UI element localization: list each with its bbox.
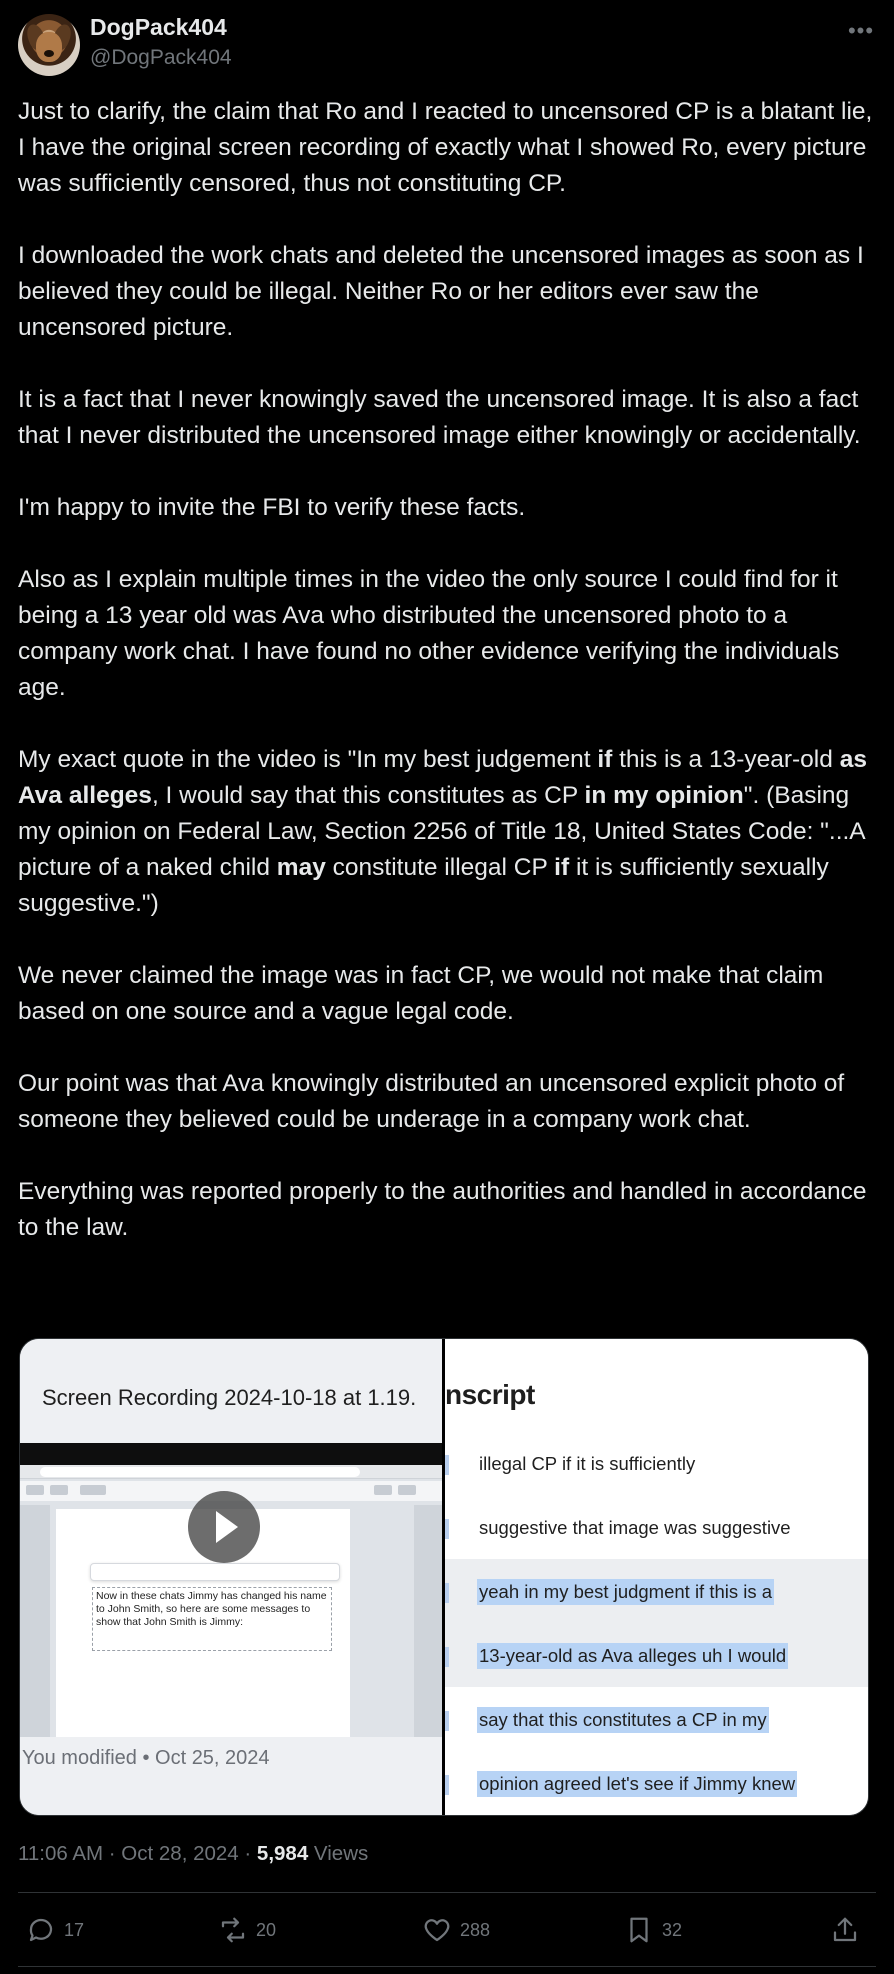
line-marker — [445, 1455, 449, 1475]
transcript-line-text: suggestive that image was suggestive — [479, 1517, 791, 1538]
text-segment: , I would say that this constitutes as CP — [151, 782, 585, 809]
reply-count: 17 — [64, 1919, 85, 1940]
reply-button[interactable] — [26, 1910, 84, 1950]
text-segment: Everything was reported properly to the authorities and handled in accordance to the law. — [18, 1178, 867, 1241]
repost-icon — [218, 1915, 248, 1945]
text-segment: ". (Basing my opinion on Federal Law, Section 2256 of Title 18, United States Code: "...A picture of a naked child — [18, 782, 865, 881]
tweet-meta — [18, 1842, 368, 1866]
transcript-line[interactable] — [445, 1495, 869, 1559]
avatar[interactable] — [18, 14, 80, 76]
tweet-media[interactable] — [19, 1338, 869, 1816]
share-icon — [830, 1915, 860, 1945]
author-handle[interactable]: @DogPack404 — [90, 46, 232, 69]
transcript-line-text: say that this constitutes a CP in my — [477, 1707, 769, 1733]
more-horizontal-icon[interactable]: ••• — [847, 18, 875, 43]
text-segment: I'm happy to invite the FBI to verify these facts. — [18, 494, 526, 521]
bold-text: in my opinion — [584, 782, 744, 809]
screen-recording-panel[interactable] — [20, 1339, 444, 1816]
line-marker — [445, 1647, 449, 1667]
tweet-header — [18, 12, 876, 76]
like-icon — [422, 1915, 452, 1945]
bold-text: may — [276, 854, 326, 881]
repost-count: 20 — [256, 1919, 277, 1940]
recording-title: Screen Recording 2024-10-18 at 1.19. — [42, 1385, 417, 1410]
tweet-paragraph — [18, 562, 876, 706]
bold-text: as Ava alleges — [18, 746, 867, 809]
transcript-line-text: illegal CP if it is sufficiently — [479, 1453, 696, 1474]
tweet-paragraph — [18, 382, 876, 454]
tweet-paragraph — [18, 958, 876, 1030]
screenshot-textbox: Now in these chats Jimmy has changed his name to John Smith, so here are some messages to show that John Smith is Jimmy: — [92, 1587, 332, 1651]
modified-date: You modified • Oct 25, 2024 — [22, 1747, 270, 1769]
line-marker — [445, 1519, 449, 1539]
views-label: Views — [308, 1842, 369, 1865]
text-segment: Also as I explain multiple times in the video the only source I could find for it being a 13 year old was Ava who distributed the uncensored photo to a company work chat. I have found no other evidence verifying the individuals age. — [18, 566, 840, 701]
repost-button[interactable] — [218, 1910, 276, 1950]
transcript-line[interactable] — [445, 1431, 869, 1495]
play-icon[interactable] — [188, 1491, 260, 1563]
transcript-line[interactable] — [445, 1623, 869, 1687]
tweet-paragraph — [18, 94, 876, 202]
bold-text: if — [554, 854, 570, 881]
text-segment: It is a fact that I never knowingly saved the uncensored image. It is also a fact that I never distributed the uncensored image either knowingly or accidentally. — [18, 386, 861, 449]
transcript-line-text: yeah in my best judgment if this is a — [477, 1579, 774, 1605]
reply-icon — [26, 1915, 56, 1945]
text-segment: My exact quote in the video is "In my best judgement — [18, 746, 598, 773]
bookmark-button[interactable] — [624, 1910, 682, 1950]
line-marker — [445, 1583, 449, 1603]
share-button[interactable] — [830, 1910, 860, 1950]
divider — [18, 1892, 876, 1893]
text-segment: constitute illegal CP — [325, 854, 555, 881]
author-display-name[interactable]: DogPack404 — [90, 14, 227, 40]
transcript-line-text: opinion agreed let's see if Jimmy knew — [477, 1771, 797, 1797]
tweet-timestamp[interactable]: 11:06 AM · Oct 28, 2024 · — [18, 1842, 257, 1865]
divider — [18, 1966, 876, 1967]
tweet-paragraph — [18, 1066, 876, 1138]
bold-text: if — [597, 746, 613, 773]
transcript-title: nscript — [445, 1379, 535, 1410]
tweet-paragraph — [18, 1174, 876, 1246]
text-segment: this is a 13-year-old — [612, 746, 840, 773]
transcript-line[interactable] — [445, 1559, 869, 1623]
bookmark-icon — [624, 1915, 654, 1945]
tweet-paragraph — [18, 490, 876, 526]
tweet-paragraph — [18, 238, 876, 346]
like-count: 288 — [460, 1919, 491, 1940]
format-toolbar — [90, 1563, 340, 1581]
text-segment: I downloaded the work chats and deleted the uncensored images as soon as I believed they could be illegal. Neither Ro or her editors ever saw the uncensored picture. — [18, 242, 864, 341]
line-marker — [445, 1711, 449, 1731]
text-segment: it is sufficiently sexually suggestive.") — [18, 854, 829, 917]
views-count: 5,984 — [256, 1842, 309, 1865]
transcript-line[interactable] — [445, 1751, 869, 1815]
text-segment: Our point was that Ava knowingly distributed an uncensored explicit photo of someone they believed could be underage in a company work chat. — [18, 1070, 845, 1133]
bookmark-count: 32 — [662, 1919, 683, 1940]
action-bar — [18, 1910, 876, 1950]
line-marker — [445, 1775, 449, 1795]
text-segment: Just to clarify, the claim that Ro and I reacted to uncensored CP is a blatant lie, I have the original screen recording of exactly what I showed Ro, every picture was sufficiently censored, thus not constituting CP. — [18, 98, 873, 197]
like-button[interactable] — [422, 1910, 490, 1950]
tweet-paragraph — [18, 742, 876, 922]
transcript-line-text: 13-year-old as Ava alleges uh I would — [477, 1643, 788, 1669]
transcript-panel[interactable] — [445, 1339, 869, 1816]
transcript-line[interactable] — [445, 1687, 869, 1751]
tweet-text — [18, 94, 876, 1282]
text-segment: We never claimed the image was in fact CP, we would not make that claim based on one source and a vague legal code. — [18, 962, 824, 1025]
recording-bar — [20, 1443, 444, 1465]
